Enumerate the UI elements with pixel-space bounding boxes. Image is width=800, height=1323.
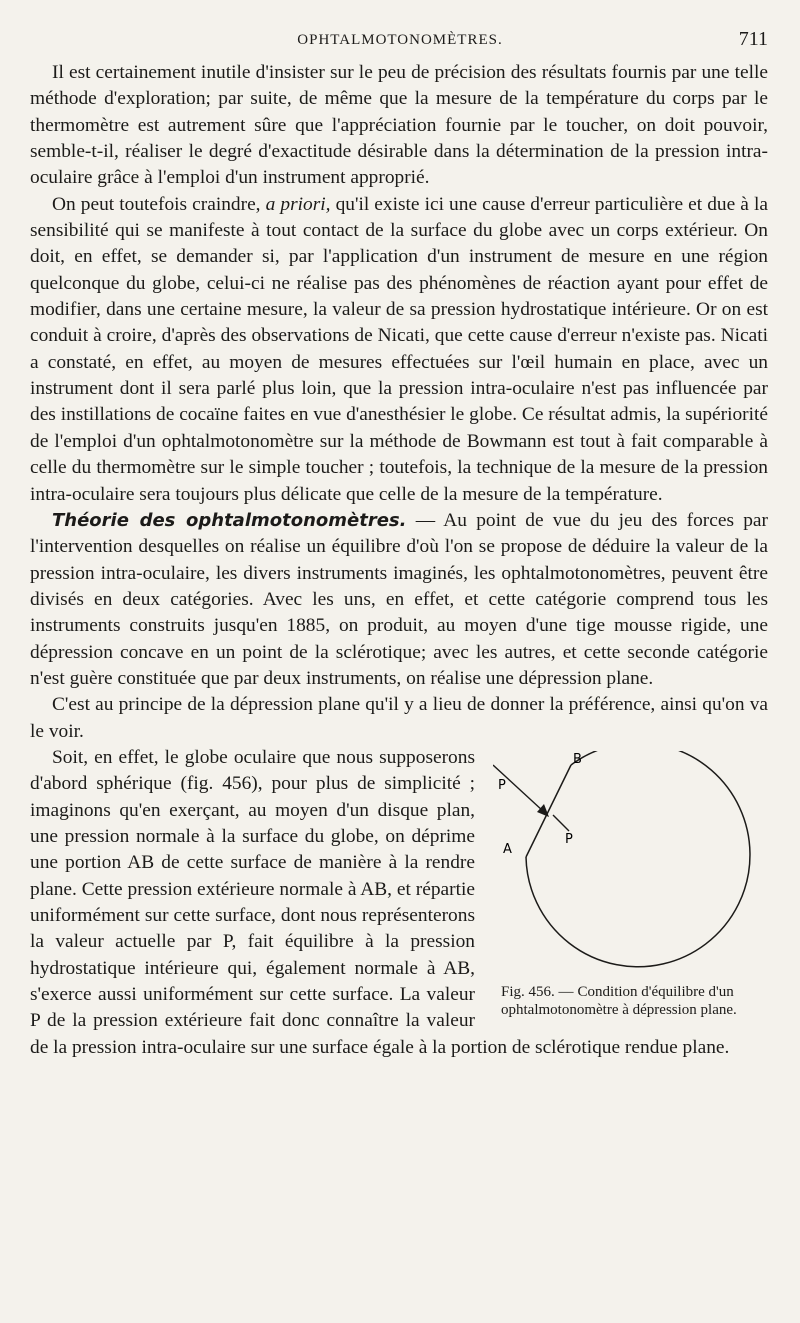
label-a: A (503, 841, 512, 857)
paragraph-2-italic: a priori, (265, 193, 331, 215)
paragraph-2-end: qu'il existe ici une cause d'erreur particulière et due à la sensibilité qui se manifeste à tout contact de la surface du globe avec un corps extérieur. On doit, en effet, se demander si, par l'application d'un instrument de mesure en une région quelconque du globe, celui-ci ne réalise pas des phénomènes de réaction ayant pour effet de modifier, dans une certaine mesure, la valeur de sa pression hydrostatique intérieure. Or on est conduit à croire, d'après des observations de Nicati, que cette cause d'erreur n'existe pas. Nicati a constaté, en effet, au moyen de mesures effectuées sur l'œil humain en place, avec un instrument dont il sera parlé plus loin, que la pression intra-oculaire n'est pas influencée par des instillations de cocaïne faites en vue d'anesthésier le globe. Ce résultat admis, la supériorité de l'emploi d'un ophtalmotonomètre sur la méthode de Bowmann est tout à fait comparable à celle du thermomètre sur le simple toucher ; toutefois, la technique de la mesure de la pression intra-oculaire sera toujours plus délicate que celle de la mesure de la température. (30, 193, 768, 505)
globe-circle (526, 751, 750, 967)
paragraph-3-body: — Au point de vue du jeu des forces par l'intervention desquelles on réalise un équilibre d'où l'on se propose de déduire la valeur de la pression intra-oculaire, les divers instruments imaginés, les ophtalmotonomètres, peuvent être divisés en deux catégories. Avec les uns, en effet, et cette catégorie comprend tous les instruments construits jusqu'en 1885, on produit, au moyen d'une tige mousse rigide, une dépression concave en un point de la sclérotique; avec les autres, et cette seconde catégorie n'est guère constituée que par deux instruments, on réalise une dépression plane. (30, 509, 768, 689)
label-b: B (573, 751, 582, 767)
page-number: 711 (738, 28, 768, 50)
label-p-outer: P (498, 777, 506, 793)
section-title: Théorie des ophtalmotonomètres. (52, 509, 407, 531)
caption-text: Condition d'équilibre d'un ophtalmotonomètre à dépression plane. (501, 983, 737, 1018)
pressure-arrow-head (537, 804, 549, 817)
caption-lead: Fig. 456. — (501, 983, 574, 1000)
paragraph-2-start: On peut toutefois craindre, (52, 193, 261, 215)
figure-caption (501, 983, 768, 1019)
body-text (30, 60, 768, 1061)
paragraph-3 (30, 508, 768, 692)
running-head (0, 28, 800, 54)
inner-pressure-arrow-line (553, 815, 569, 831)
globe-diagram (493, 751, 768, 981)
figure-456 (493, 751, 768, 1019)
running-title: OPHTALMOTONOMÈTRES. (297, 32, 503, 48)
paragraph-5: Soit, en effet, le globe oculaire que nous supposerons d'abord sphérique (fig. 456), pour plus de simplicité ; imaginons qu'en exerçant, au moyen d'un disque plan, une pression normale à la surface du globe, on déprime une portion AB de cette surface de manière à la rendre plane. Cette pression extérieure normale à AB, et répartie uniformément sur cette surface, dont nous représenterons la valeur actuelle par P, fait équilibre à la pression hydrostatique intérieure qui, également normale à AB, s'exerce aussi uniformément sur cette surface. La valeur P de la pression extérieure fait donc connaître la valeur de la pression intra-oculaire sur une surface égale à la portion de sclérotique rendue plane. (30, 746, 730, 1058)
paragraph-2 (30, 192, 768, 508)
paragraph-1: Il est certainement inutile d'insister sur le peu de précision des résultats fournis par une telle méthode d'exploration; par suite, de même que la mesure de la température du corps par le thermomètre est autrement sûre que l'appréciation fournie par le toucher, on doit pouvoir, semble-t-il, réaliser le degré d'exactitude désirable dans la détermination de la pression intra-oculaire grâce à l'emploi d'un instrument approprié. (30, 62, 768, 189)
label-p-inner: P (565, 831, 573, 847)
paragraph-4: C'est au principe de la dépression plane qu'il y a lieu de donner la préférence, ainsi qu'on va le voir. (30, 694, 768, 742)
